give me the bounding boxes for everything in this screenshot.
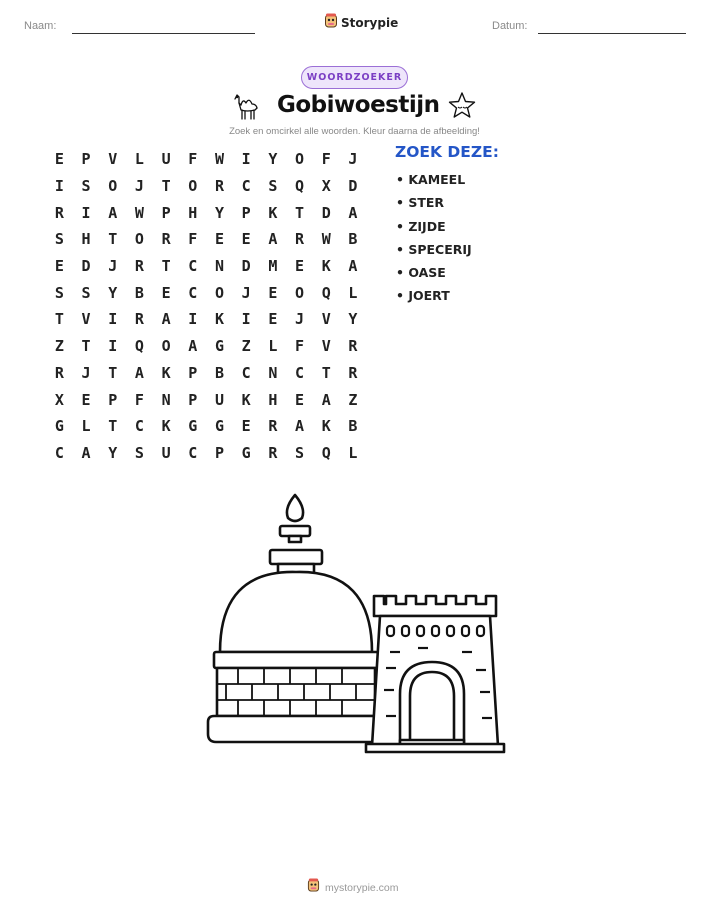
grid-cell[interactable]: W: [214, 150, 224, 169]
grid-cell[interactable]: I: [108, 337, 118, 356]
grid-cell[interactable]: T: [161, 257, 171, 276]
grid-cell[interactable]: J: [348, 150, 358, 169]
grid-cell[interactable]: R: [214, 177, 224, 196]
grid-cell[interactable]: Y: [348, 310, 358, 329]
grid-cell[interactable]: X: [321, 177, 331, 196]
grid-cell[interactable]: Y: [108, 443, 118, 462]
grid-cell[interactable]: E: [295, 390, 305, 409]
grid-cell[interactable]: A: [134, 363, 144, 382]
grid-cell[interactable]: R: [268, 443, 278, 462]
grid-cell[interactable]: P: [161, 203, 171, 222]
word-search-grid: [46, 146, 366, 466]
grid-cell[interactable]: V: [108, 150, 118, 169]
grid-cell[interactable]: A: [268, 230, 278, 249]
grid-cell[interactable]: E: [241, 417, 251, 436]
grid-cell[interactable]: R: [54, 203, 64, 222]
grid-cell[interactable]: N: [161, 390, 171, 409]
grid-cell[interactable]: T: [108, 363, 118, 382]
grid-cell[interactable]: T: [161, 177, 171, 196]
word-list-item: • KAMEEL: [396, 172, 466, 187]
grid-cell[interactable]: L: [348, 283, 358, 302]
grid-cell[interactable]: L: [268, 337, 278, 356]
grid-cell[interactable]: E: [241, 230, 251, 249]
grid-cell[interactable]: P: [108, 390, 118, 409]
grid-cell[interactable]: C: [241, 363, 251, 382]
grid-cell[interactable]: L: [134, 150, 144, 169]
grid-cell[interactable]: D: [81, 257, 91, 276]
grid-cell[interactable]: V: [81, 310, 91, 329]
grid-cell[interactable]: Q: [295, 177, 305, 196]
grid-cell[interactable]: F: [134, 390, 144, 409]
grid-cell[interactable]: B: [214, 363, 224, 382]
grid-cell[interactable]: O: [295, 150, 305, 169]
grid-cell[interactable]: D: [348, 177, 358, 196]
grid-cell[interactable]: P: [214, 443, 224, 462]
grid-cell[interactable]: O: [134, 230, 144, 249]
grid-cell[interactable]: K: [268, 203, 278, 222]
footer-url[interactable]: mystorypie.com: [325, 881, 399, 894]
instructions: Zoek en omcirkel alle woorden. Kleur daarna de afbeelding!: [229, 126, 480, 137]
grid-cell[interactable]: G: [188, 417, 198, 436]
grid-cell[interactable]: S: [268, 177, 278, 196]
grid-cell[interactable]: T: [81, 337, 91, 356]
grid-cell[interactable]: R: [161, 230, 171, 249]
brand-name: Storypie: [341, 16, 399, 30]
storypie-logo-icon: [307, 878, 320, 897]
worksheet-type-badge: WOORDZOEKER: [301, 66, 408, 89]
grid-cell[interactable]: E: [295, 257, 305, 276]
grid-cell[interactable]: C: [54, 443, 64, 462]
grid-cell[interactable]: T: [108, 417, 118, 436]
grid-cell[interactable]: G: [214, 337, 224, 356]
grid-cell[interactable]: A: [188, 337, 198, 356]
grid-cell[interactable]: H: [188, 203, 198, 222]
grid-cell[interactable]: A: [321, 390, 331, 409]
grid-cell[interactable]: C: [188, 443, 198, 462]
word-list-item: • ZIJDE: [396, 218, 446, 234]
grid-cell[interactable]: A: [348, 257, 358, 276]
grid-cell[interactable]: K: [241, 390, 251, 409]
dome-and-tower-illustration: [200, 490, 510, 764]
word-list-item: • SPECERIJ: [396, 241, 472, 257]
grid-cell[interactable]: X: [54, 390, 64, 409]
page-title: Gobiwoestijn: [277, 92, 440, 118]
grid-cell[interactable]: L: [348, 443, 358, 462]
word-list-item: • OASE: [396, 265, 446, 281]
grid-cell[interactable]: D: [321, 203, 331, 222]
grid-cell[interactable]: U: [161, 443, 171, 462]
grid-cell[interactable]: P: [188, 390, 198, 409]
grid-cell[interactable]: S: [54, 283, 64, 302]
grid-cell[interactable]: R: [268, 417, 278, 436]
grid-cell[interactable]: B: [348, 417, 358, 436]
word-list-item: • STER: [396, 195, 445, 211]
grid-cell[interactable]: T: [108, 230, 118, 249]
grid-cell[interactable]: B: [348, 230, 358, 249]
name-label: Naam:: [24, 20, 57, 32]
grid-cell[interactable]: O: [188, 177, 198, 196]
grid-cell[interactable]: I: [108, 310, 118, 329]
word-list: [396, 172, 472, 312]
grid-cell[interactable]: R: [295, 230, 305, 249]
storypie-logo-icon: [324, 13, 338, 33]
name-line[interactable]: [72, 33, 255, 34]
grid-cell[interactable]: A: [81, 443, 91, 462]
grid-cell[interactable]: Q: [321, 283, 331, 302]
grid-cell[interactable]: T: [295, 203, 305, 222]
grid-cell[interactable]: F: [321, 150, 331, 169]
grid-cell[interactable]: G: [214, 417, 224, 436]
grid-cell[interactable]: P: [241, 203, 251, 222]
grid-cell[interactable]: Y: [268, 150, 278, 169]
grid-cell[interactable]: K: [214, 310, 224, 329]
grid-cell[interactable]: V: [321, 310, 331, 329]
grid-cell[interactable]: S: [54, 230, 64, 249]
grid-cell[interactable]: J: [81, 363, 91, 382]
date-label: Datum:: [492, 20, 528, 32]
grid-cell[interactable]: I: [241, 150, 251, 169]
grid-cell[interactable]: R: [54, 363, 64, 382]
grid-cell[interactable]: W: [321, 230, 331, 249]
grid-cell[interactable]: O: [161, 337, 171, 356]
star-icon: [446, 90, 478, 126]
word-list-item: • JOERT: [396, 288, 450, 304]
grid-cell[interactable]: J: [134, 177, 144, 196]
grid-cell[interactable]: E: [54, 257, 64, 276]
grid-cell[interactable]: W: [134, 203, 144, 222]
grid-cell[interactable]: R: [348, 363, 358, 382]
grid-cell[interactable]: P: [188, 363, 198, 382]
grid-cell[interactable]: K: [161, 417, 171, 436]
grid-cell[interactable]: C: [295, 363, 305, 382]
grid-cell[interactable]: F: [295, 337, 305, 356]
grid-cell[interactable]: Q: [134, 337, 144, 356]
grid-cell[interactable]: E: [268, 283, 278, 302]
date-line[interactable]: [538, 33, 686, 34]
grid-cell[interactable]: M: [268, 257, 278, 276]
grid-cell[interactable]: K: [321, 257, 331, 276]
grid-cell[interactable]: E: [161, 283, 171, 302]
grid-cell[interactable]: P: [81, 150, 91, 169]
grid-cell[interactable]: T: [321, 363, 331, 382]
camel-icon: [231, 91, 263, 125]
grid-cell[interactable]: T: [54, 310, 64, 329]
grid-cell[interactable]: C: [241, 177, 251, 196]
grid-cell[interactable]: K: [321, 417, 331, 436]
grid-cell[interactable]: C: [134, 417, 144, 436]
grid-cell[interactable]: F: [188, 150, 198, 169]
grid-cell[interactable]: V: [321, 337, 331, 356]
grid-cell[interactable]: C: [188, 257, 198, 276]
grid-cell[interactable]: Z: [54, 337, 64, 356]
grid-cell[interactable]: S: [81, 283, 91, 302]
grid-cell[interactable]: S: [81, 177, 91, 196]
grid-cell[interactable]: G: [241, 443, 251, 462]
grid-cell[interactable]: U: [161, 150, 171, 169]
grid-cell[interactable]: E: [268, 310, 278, 329]
grid-cell[interactable]: F: [188, 230, 198, 249]
grid-cell[interactable]: R: [348, 337, 358, 356]
grid-cell[interactable]: Y: [214, 203, 224, 222]
grid-cell[interactable]: G: [54, 417, 64, 436]
grid-cell[interactable]: I: [54, 177, 64, 196]
footer: [307, 878, 399, 897]
grid-cell[interactable]: N: [268, 363, 278, 382]
grid-cell[interactable]: A: [348, 203, 358, 222]
grid-cell[interactable]: L: [81, 417, 91, 436]
grid-cell[interactable]: A: [108, 203, 118, 222]
grid-cell[interactable]: U: [214, 390, 224, 409]
grid-cell[interactable]: I: [81, 203, 91, 222]
grid-cell[interactable]: E: [81, 390, 91, 409]
grid-cell[interactable]: N: [214, 257, 224, 276]
grid-cell[interactable]: E: [54, 150, 64, 169]
grid-cell[interactable]: J: [241, 283, 251, 302]
grid-cell[interactable]: B: [134, 283, 144, 302]
grid-cell[interactable]: K: [161, 363, 171, 382]
grid-cell[interactable]: R: [134, 310, 144, 329]
grid-cell[interactable]: H: [81, 230, 91, 249]
grid-cell[interactable]: C: [188, 283, 198, 302]
grid-cell[interactable]: E: [214, 230, 224, 249]
grid-cell[interactable]: J: [295, 310, 305, 329]
grid-cell[interactable]: Y: [108, 283, 118, 302]
grid-cell[interactable]: H: [268, 390, 278, 409]
grid-cell[interactable]: A: [295, 417, 305, 436]
grid-cell[interactable]: I: [188, 310, 198, 329]
grid-cell[interactable]: O: [295, 283, 305, 302]
grid-cell[interactable]: O: [214, 283, 224, 302]
grid-cell[interactable]: Z: [348, 390, 358, 409]
word-list-title: ZOEK DEZE:: [395, 143, 499, 161]
brand: [324, 13, 398, 33]
grid-cell[interactable]: I: [241, 310, 251, 329]
grid-cell[interactable]: S: [295, 443, 305, 462]
grid-cell[interactable]: D: [241, 257, 251, 276]
grid-cell[interactable]: Z: [241, 337, 251, 356]
grid-cell[interactable]: J: [108, 257, 118, 276]
grid-cell[interactable]: A: [161, 310, 171, 329]
grid-cell[interactable]: O: [108, 177, 118, 196]
grid-cell[interactable]: S: [134, 443, 144, 462]
grid-cell[interactable]: Q: [321, 443, 331, 462]
grid-cell[interactable]: R: [134, 257, 144, 276]
